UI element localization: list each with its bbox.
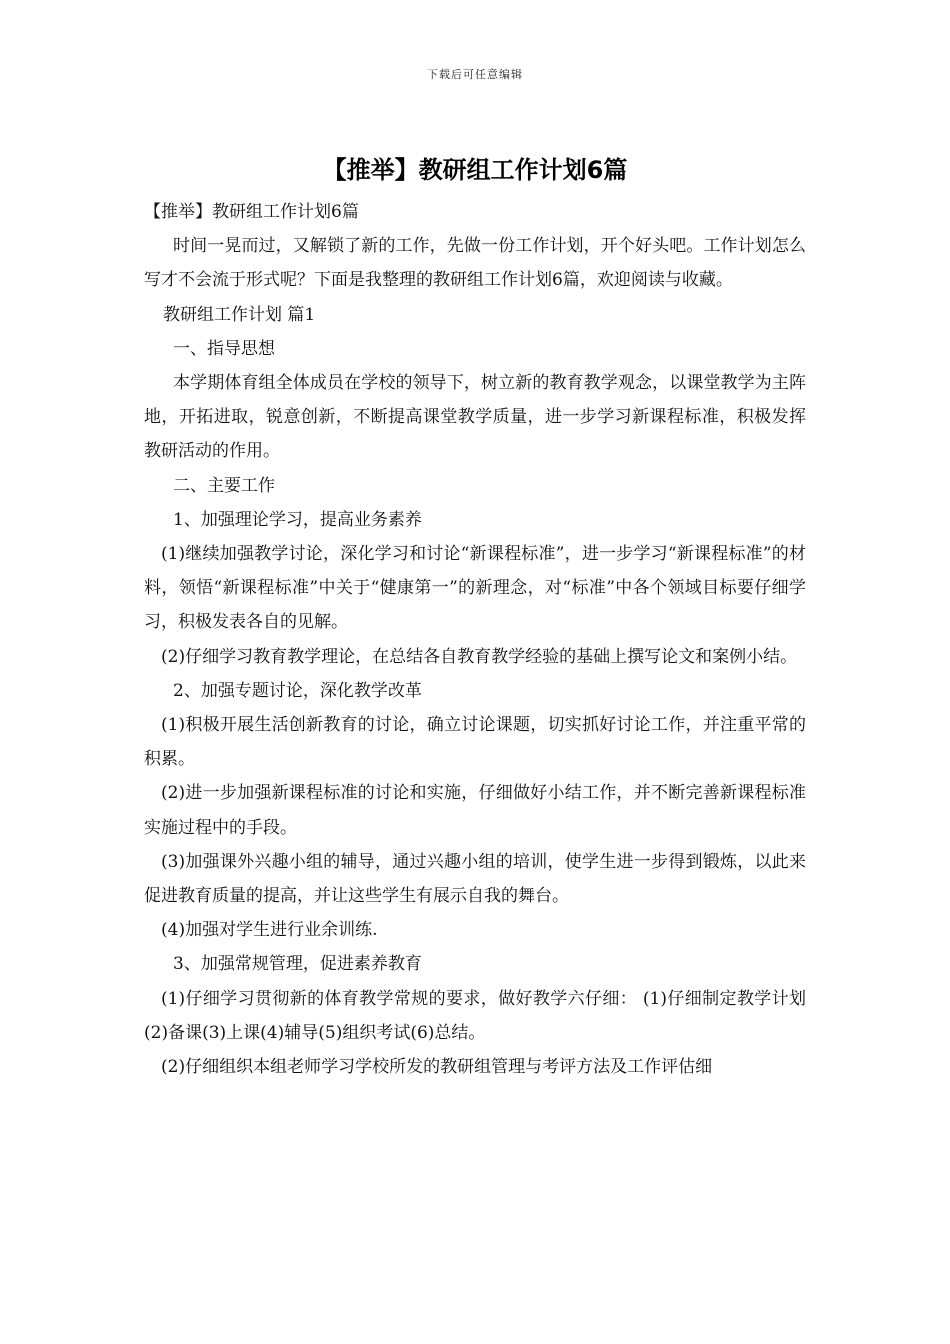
intro-paragraph: 时间一晃而过，又解锁了新的工作，先做一份工作计划，开个好头吧。工作计划怎么写才不会流于形式呢？下面是我整理的教研组工作计划6篇，欢迎阅读与收藏。 [144,236,806,291]
item-2-4: (4)加强对学生进行业余训练. [161,920,378,941]
document-body [144,195,806,1084]
heading-guiding-ideology: 一、指导思想 [173,338,275,359]
subtitle-paragraph: 【推举】教研组工作计划6篇 [144,202,359,222]
item-1-1: (1)继续加强教学讨论，深化学习和讨论“新课程标准”，进一步学习“新课程标准”的材料，领悟“新课程标准”中关于“健康第一”的新理念，对“标准”中各个领域目标要仔细学习，积极发表各自的见解。 [144,544,806,633]
item-2-3: (3)加强课外兴趣小组的辅导，通过兴趣小组的培训，使学生进一步得到锻炼，以此来促进教育质量的提高，并让这些学生有展示自我的舞台。 [144,851,806,907]
item-1-2: (2)仔细学习教育教学理论，在总结各自教育教学经验的基础上撰写论文和案例小结。 [161,646,798,667]
subheading-topic-research: 2、加强专题讨论，深化教学改革 [173,680,422,701]
subheading-routine-management: 3、加强常规管理，促进素养教育 [173,954,422,975]
section-heading-plan-1: 教研组工作计划 篇1 [163,304,316,325]
document-title: 【推举】教研组工作计划6篇 [322,156,628,184]
page-header-note: 下载后可任意编辑 [427,68,523,81]
item-3-1: (1)仔细学习贯彻新的体育教学常规的要求，做好教学六仔细： (1)仔细制定教学计划(2)备课(3)上课(4)辅导(5)组织考试(6)总结。 [144,988,806,1043]
heading-main-work: 二、主要工作 [173,475,275,496]
paragraph-guiding-ideology: 本学期体育组全体成员在学校的领导下，树立新的教育教学观念，以课堂教学为主阵地，开拓进取，锐意创新，不断提高课堂教学质量，进一步学习新课程标准，积极发挥教研活动的作用。 [144,373,806,462]
subheading-theory-study: 1、加强理论学习，提高业务素养 [173,509,422,530]
item-2-1: (1)积极开展生活创新教育的讨论，确立讨论课题，切实抓好讨论工作，并注重平常的积累。 [144,715,806,770]
item-3-2: (2)仔细组织本组老师学习学校所发的教研组管理与考评方法及工作评估细 [161,1057,713,1078]
item-2-2: (2)进一步加强新课程标准的讨论和实施，仔细做好小结工作，并不断完善新课程标准实施过程中的手段。 [144,783,806,838]
